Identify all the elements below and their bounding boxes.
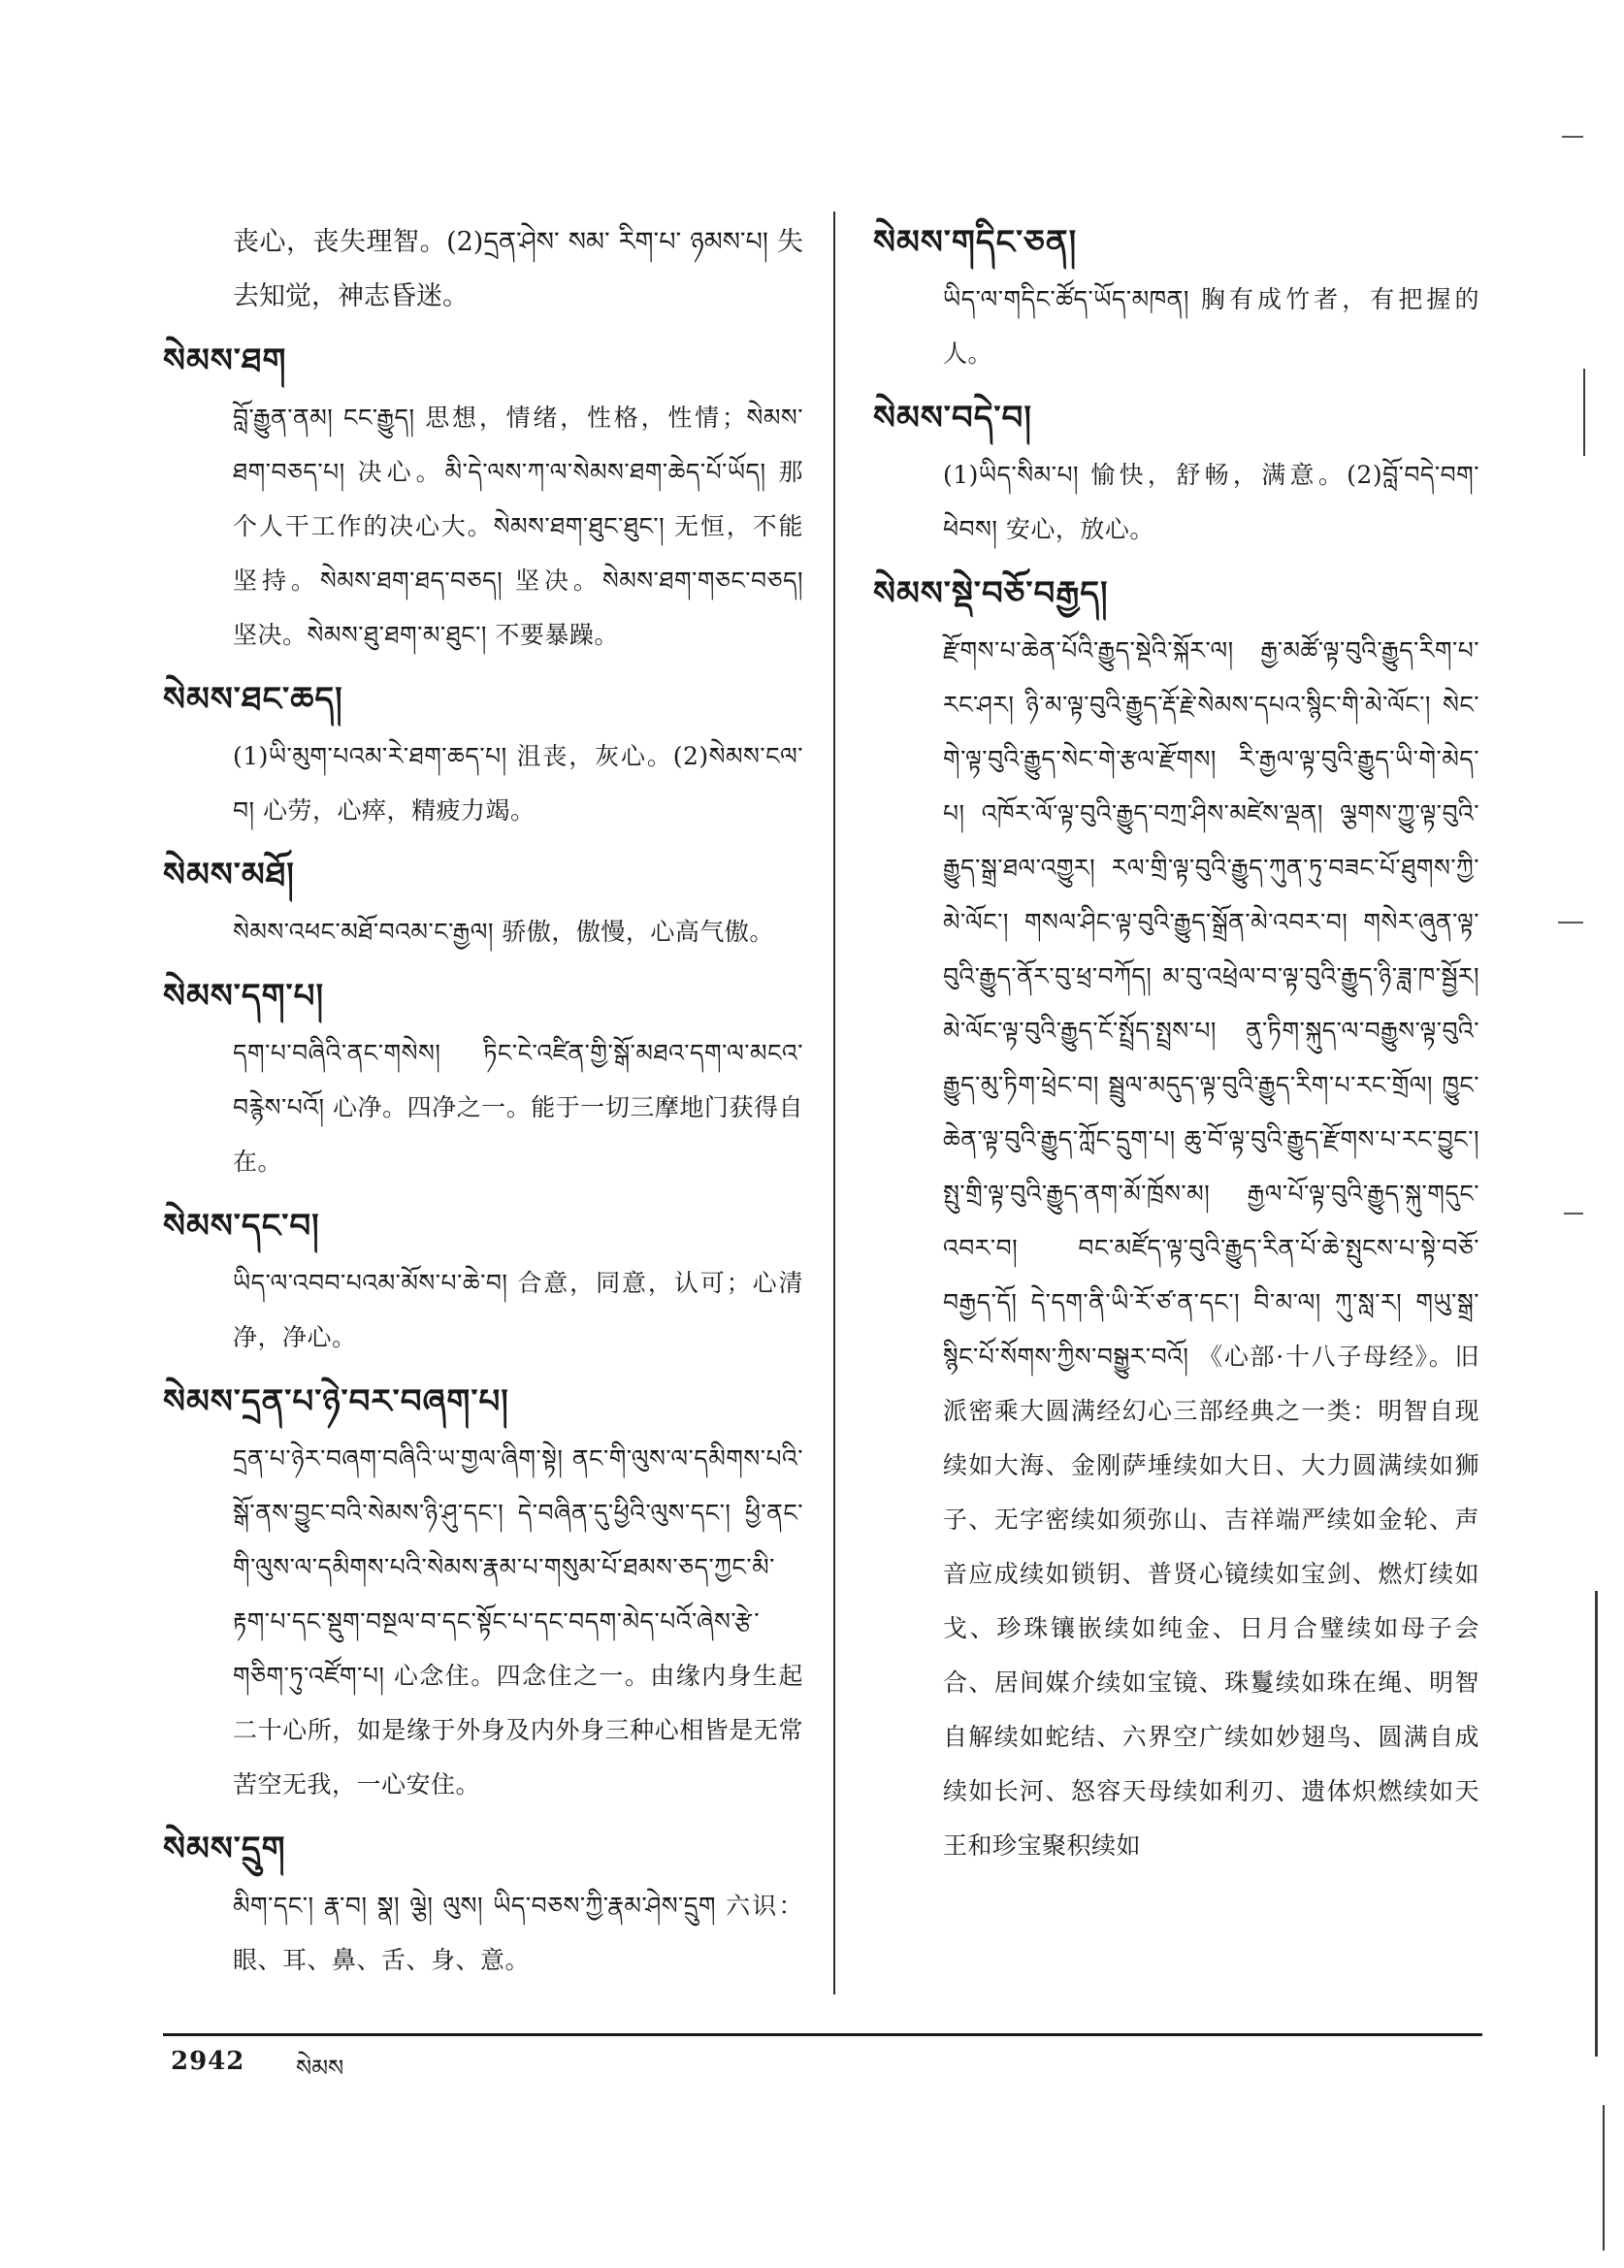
dictionary-entry: [163, 1822, 803, 1988]
dictionary-entry: [163, 672, 803, 838]
entry-headword: སེམས་དྲུག: [163, 1830, 286, 1868]
left-column: [163, 215, 803, 2000]
entry-headword: སེམས་ཐག: [163, 341, 287, 380]
scan-edge-mark: [1595, 1591, 1598, 2057]
scan-edge-mark: [1562, 136, 1583, 138]
running-head: སེམས: [296, 2055, 344, 2082]
entry-headword: སེམས་གདིང་ཅན།: [873, 223, 1078, 262]
column-divider: [833, 211, 835, 1994]
entry-text: 丧心，丧失理智。(2)དྲན་ཤེས་ སམ་ རིག་པ་ ཉམས་པ། 失去知觉，神志昏迷。: [233, 227, 803, 311]
scan-edge-mark: [1583, 369, 1585, 456]
dictionary-entry: [163, 334, 803, 663]
entry-text: དྲན་པ་ཉེར་བཞག་བཞིའི་ཡ་གྱལ་ཞིག་སྟེ། ནང་གི་ལུས་ལ་དམིགས་པའི་སྒོ་ནས་བྱུང་བའི་སེམས་ཉི་ཤུ་དང་། དེ་བཞིན་དུ་ཕྱིའི་ལུས་དང་། ཕྱི་ནང་གི་ལུས་ལ་དམིགས་པའི་སེམས་རྣམ་པ་གསུམ་པོ་ཐམས་ཅད་ཀྱང་མི་རྟག་པ་དང་སྡུག་བསྔལ་བ་དང་སྟོང་པ་དང་བདག་མེད་པའོ་ཞེས་རྩེ་གཅིག་ཏུ་འཛོག་པ། 心念住。四念住之一。由缘内身生起二十心所，如是缘于外身及内外身三种心相皆是无常苦空无我，一心安住。: [233, 1444, 803, 1798]
dictionary-entry-continuation: [163, 215, 803, 324]
entry-text: (1)ཡི་མུག་པའམ་རེ་ཐག་ཆད་པ། 沮丧，灰心。(2)སེམས་ངལ་བ། 心劳，心瘁，精疲力竭。: [233, 742, 803, 825]
entry-headword: སེམས་བདེ་བ།: [873, 399, 1032, 437]
entry-text: ཡིད་ལ་འབབ་པའམ་མོས་པ་ཆེ་བ། 合意，同意，认可；心清净，净心。: [233, 1269, 803, 1351]
entry-headword: སེམས་ཐང་ཆད།: [163, 680, 343, 719]
entry-headword: སེམས་དག་པ།: [163, 977, 325, 1016]
dictionary-entry: [873, 567, 1479, 1873]
scan-edge-mark: [1603, 2105, 1605, 2251]
scan-edge-mark: [1558, 922, 1583, 923]
entry-text: རྫོགས་པ་ཆེན་པོའི་རྒྱུད་སྡེའི་སྐོར་ལ། རྒྱ་མཚོ་ལྟ་བུའི་རྒྱུད་རིག་པ་རང་ཤར། ཉི་མ་ལྟ་བུའི་རྒྱུད་རྡོ་རྗེ་སེམས་དཔའ་སྙིང་གི་མེ་ལོང་། སེང་གེ་ལྟ་བུའི་རྒྱུད་སེང་གེ་རྩལ་རྫོགས། རི་རྒྱལ་ལྟ་བུའི་རྒྱུད་ཡི་གེ་མེད་པ། འཁོར་ལོ་ལྟ་བུའི་རྒྱུད་བཀྲ་ཤིས་མཛེས་ལྡན། ལྕགས་ཀྱུ་ལྟ་བུའི་རྒྱུད་སྒྲ་ཐལ་འགྱུར། རལ་གྲི་ལྟ་བུའི་རྒྱུད་ཀུན་ཏུ་བཟང་པོ་ཐུགས་ཀྱི་མེ་ལོང་། གསལ་ཤིང་ལྟ་བུའི་རྒྱུད་སྒྲོན་མེ་འབར་བ། གསེར་ཞུན་ལྟ་བུའི་རྒྱུད་ནོར་བུ་ཕྲ་བཀོད། མ་བུ་འཕྲེལ་བ་ལྟ་བུའི་རྒྱུད་ཉི་ཟླ་ཁ་སྦྱོར། མེ་ལོང་ལྟ་བུའི་རྒྱུད་ངོ་སྤྲོད་སྤྲས་པ། ནུ་ཏིག་སྐུད་ལ་བརྒྱུས་ལྟ་བུའི་རྒྱུད་མུ་ཏིག་ཕྲེང་བ། སྦྲུལ་མདུད་ལྟ་བུའི་རྒྱུད་རིག་པ་རང་གྲོལ། ཁྱུང་ཆེན་ལྟ་བུའི་རྒྱུད་ཀློང་དྲུག་པ། ཆུ་བོ་ལྟ་བུའི་རྒྱུད་རྫོགས་པ་རང་བྱུང་། སྤུ་གྲི་ལྟ་བུའི་རྒྱུད་ནག་མོ་ཁྲོས་མ། རྒྱལ་པོ་ལྟ་བུའི་རྒྱུད་སྐུ་གདུང་འབར་བ། བང་མཛོད་ལྟ་བུའི་རྒྱུད་རིན་པོ་ཆེ་སྤུངས་པ་སྟེ་བཅོ་བརྒྱད་དོ། དེ་དག་ནི་ཡི་རོ་ཙ་ན་དང་། བི་མ་ལ། ཀུ་སླ་ར། གཡུ་སྒྲ་སྙིང་པོ་སོགས་ཀྱིས་བསྒྱུར་བའོ། 《心部·十八子母经》。旧派密乘大圆满经幻心三部经典之一类：明智自现续如大海、金刚萨埵续如大日、大力圆满续如狮子、无字密续如须弥山、吉祥端严续如金轮、声音应成续如锁钥、普贤心镜续如宝剑、燃灯续如戈、珍珠镶嵌续如纯金、日月合璧续如母子会合、居间媒介续如宝镜、珠鬘续如珠在绳、明智自解续如蛇结、六界空广续如妙翅鸟、圆满自成续如长河、怒容天母续如利刃、遗体炽燃续如天王和珍宝聚积续如: [943, 636, 1479, 1860]
footer-rule: [163, 2033, 1482, 2036]
dictionary-entry: [163, 848, 803, 959]
entry-text: (1)ཡིད་སིམ་པ། 愉快，舒畅，满意。(2)བློ་བདེ་བག་ཕེབས། 安心，放心。: [943, 461, 1479, 543]
entry-headword: སེམས་མཐོ།: [163, 856, 295, 894]
dictionary-entry: [873, 215, 1479, 381]
entry-text: ཡིད་ལ་གདིང་ཚོད་ཡོད་མཁན། 胸有成竹者，有把握的人。: [943, 285, 1479, 368]
dictionary-entry: [163, 969, 803, 1189]
entry-headword: སེམས་དྲན་པ་ཉེ་བར་བཞག་པ།: [163, 1382, 509, 1421]
entry-headword: སེམས་དང་བ།: [163, 1207, 320, 1246]
entry-text: སེམས་འཕང་མཐོ་བའམ་ང་རྒྱལ། 骄傲，傲慢，心高气傲。: [233, 918, 774, 946]
page-number: 2942: [171, 2047, 245, 2076]
entry-text: མིག་དང་། རྣ་བ། སྣ། ལྕེ། ལུས། ཡིད་བཅས་ཀྱི་རྣམ་ཤེས་དྲུག 六识：眼、耳、鼻、舌、身、意。: [233, 1892, 803, 1974]
dictionary-entry: [873, 391, 1479, 557]
dictionary-entry: [163, 1375, 803, 1812]
entry-headword: སེམས་སྡེ་བཅོ་བརྒྱད།: [873, 574, 1109, 613]
entry-text: བློ་རྒྱུན་ནམ། ངང་རྒྱུད། 思想，情绪，性格，性情；སེམས་ཐག་བཅད་པ། 决心。མི་དེ་ལས་ཀ་ལ་སེམས་ཐག་ཆེད་པོ་ཡོད། 那个人干工作的决心大。སེམས་ཐག་ཐུང་ཐུང་། 无恒，不能坚持。སེམས་ཐག་ཐད་བཅད། 坚决。སེམས་ཐག་གཅང་བཅད། 坚决。སེམས་ཐུ་ཐག་མ་ཐུང་། 不要暴躁。: [233, 404, 803, 649]
right-column: [873, 215, 1479, 2000]
scan-edge-mark: [1564, 1213, 1583, 1215]
entry-text: དག་པ་བཞིའི་ནང་གསེས། ཏིང་ངེ་འཛིན་གྱི་སྒོ་མཐའ་དག་ལ་མངའ་བརྙེས་པའོ། 心净。四净之一。能于一切三摩地门获得自在。: [233, 1039, 803, 1176]
dictionary-entry: [163, 1199, 803, 1365]
